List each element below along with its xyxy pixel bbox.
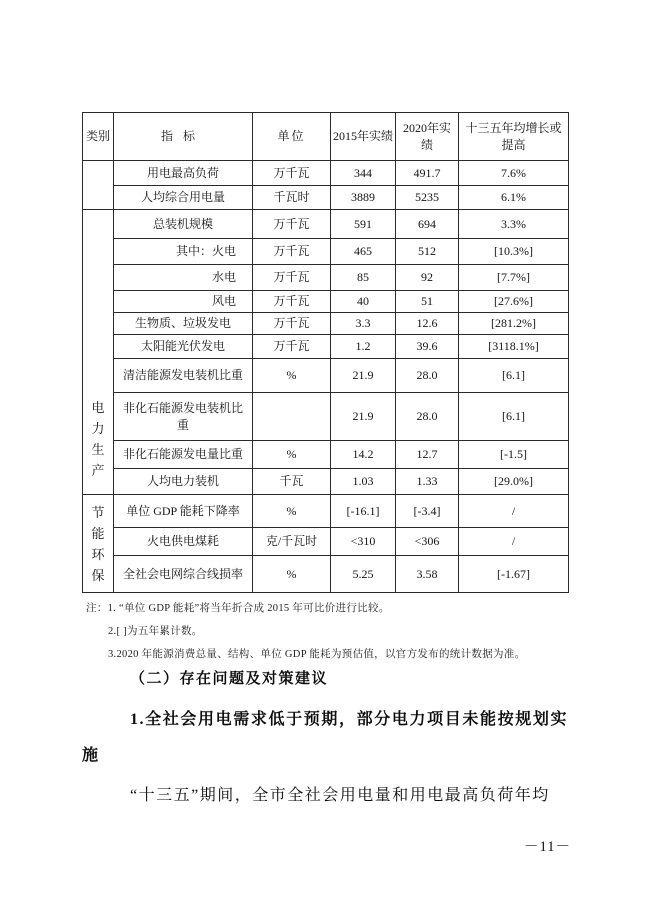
indicator-cell: 风电: [114, 291, 253, 313]
growth-cell: [3118.1%]: [459, 335, 569, 359]
indicator-cell: 总装机规模: [114, 210, 253, 239]
growth-cell: [-1.67]: [459, 556, 569, 593]
unit-cell: 万千瓦: [253, 291, 331, 313]
note-label: 注：: [86, 603, 108, 614]
table-row: [83, 265, 569, 291]
value-2020-cell: [-3.4]: [396, 495, 459, 528]
growth-cell: /: [459, 528, 569, 556]
unit-cell: 万千瓦: [253, 265, 331, 291]
table-row: [83, 239, 569, 265]
unit-cell: 千瓦时: [253, 186, 331, 210]
growth-cell: 3.3%: [459, 210, 569, 239]
col-header-unit: 单位: [253, 113, 331, 161]
value-2015-cell: 21.9: [331, 393, 396, 441]
unit-cell: 万千瓦: [253, 210, 331, 239]
unit-cell: 克/千瓦时: [253, 528, 331, 556]
section-heading: （二）存在问题及对策建议: [130, 671, 329, 687]
col-header-indicator: 指标: [114, 113, 253, 161]
indicator-cell: 非化石能源发电装机比重: [114, 393, 253, 441]
category-cell-power-production: [83, 210, 114, 495]
table-row: [83, 359, 569, 393]
unit-cell: [253, 393, 331, 441]
table-row: [83, 528, 569, 556]
value-2015-cell: <310: [331, 528, 396, 556]
growth-cell: [-1.5]: [459, 441, 569, 469]
value-2015-cell: 1.03: [331, 469, 396, 495]
note-text: 1. “单位 GDP 能耗”将当年折合成 2015 年可比价进行比较。: [107, 603, 390, 614]
table-row: [83, 441, 569, 469]
value-2020-cell: 28.0: [396, 359, 459, 393]
note-line: 3.2020 年能源消费总量、结构、单位 GDP 能耗为预估值，以官方发布的统计数据为准。: [108, 649, 526, 660]
note-line: [86, 597, 580, 620]
value-2015-cell: 465: [331, 239, 396, 265]
note-line: 2.[ ]为五年累计数。: [108, 626, 203, 637]
indicator-cell: 其中：火电: [114, 239, 253, 265]
unit-cell: %: [253, 359, 331, 393]
table-row: [83, 393, 569, 441]
indicator-cell: 太阳能光伏发电: [114, 335, 253, 359]
value-2015-cell: 21.9: [331, 359, 396, 393]
growth-cell: 7.6%: [459, 161, 569, 186]
indicators-table: [82, 112, 569, 593]
table-notes: [86, 597, 580, 666]
value-2015-cell: 591: [331, 210, 396, 239]
unit-cell: %: [253, 495, 331, 528]
value-2015-cell: 1.2: [331, 335, 396, 359]
value-2020-cell: 28.0: [396, 393, 459, 441]
indicator-cell: 清洁能源发电装机比重: [114, 359, 253, 393]
col-header-2015: 2015年实绩: [331, 113, 396, 161]
value-2020-cell: 1.33: [396, 469, 459, 495]
body-text: [82, 666, 568, 814]
col-header-2020: 2020年实绩: [396, 113, 459, 161]
value-2020-cell: 512: [396, 239, 459, 265]
table-row: [83, 161, 569, 186]
growth-cell: /: [459, 495, 569, 528]
indicator-cell: 全社会电网综合线损率: [114, 556, 253, 593]
growth-cell: [281.2%]: [459, 313, 569, 335]
growth-cell: [27.6%]: [459, 291, 569, 313]
table-header-row: [83, 113, 569, 161]
indicator-cell: 人均电力装机: [114, 469, 253, 495]
page-number: －11－: [524, 839, 571, 855]
category-cell-energy-saving: [83, 495, 114, 593]
table-row: [83, 335, 569, 359]
table-row: [83, 291, 569, 313]
unit-cell: 万千瓦: [253, 335, 331, 359]
category-cell-blank: [83, 161, 114, 210]
growth-cell: [6.1]: [459, 359, 569, 393]
value-2020-cell: 51: [396, 291, 459, 313]
growth-cell: [10.3%]: [459, 239, 569, 265]
table-row: [83, 495, 569, 528]
value-2015-cell: 85: [331, 265, 396, 291]
value-2020-cell: <306: [396, 528, 459, 556]
unit-cell: 万千瓦: [253, 161, 331, 186]
value-2015-cell: 3.3: [331, 313, 396, 335]
unit-cell: 万千瓦: [253, 313, 331, 335]
value-2020-cell: 12.6: [396, 313, 459, 335]
value-2020-cell: 3.58: [396, 556, 459, 593]
value-2020-cell: 694: [396, 210, 459, 239]
value-2015-cell: 344: [331, 161, 396, 186]
table-row: [83, 556, 569, 593]
growth-cell: [7.7%]: [459, 265, 569, 291]
value-2015-cell: 14.2: [331, 441, 396, 469]
growth-cell: [29.0%]: [459, 469, 569, 495]
indicator-cell: 用电最高负荷: [114, 161, 253, 186]
value-2020-cell: 12.7: [396, 441, 459, 469]
section-subheading: 1.全社会用电需求低于预期，部分电力项目未能按规划实施: [82, 711, 568, 764]
value-2015-cell: [-16.1]: [331, 495, 396, 528]
growth-cell: [6.1]: [459, 393, 569, 441]
category-label: 电力生产: [91, 400, 105, 478]
table-row: [83, 186, 569, 210]
value-2020-cell: 39.6: [396, 335, 459, 359]
value-2015-cell: 40: [331, 291, 396, 313]
unit-cell: %: [253, 441, 331, 469]
indicator-cell: 单位 GDP 能耗下降率: [114, 495, 253, 528]
indicator-cell: 水电: [114, 265, 253, 291]
table-row: [83, 469, 569, 495]
unit-cell: %: [253, 556, 331, 593]
value-2020-cell: 92: [396, 265, 459, 291]
col-header-category: 类别: [83, 113, 114, 161]
growth-cell: 6.1%: [459, 186, 569, 210]
col-header-growth: 十三五年均增长或提高: [459, 113, 569, 161]
unit-cell: 万千瓦: [253, 239, 331, 265]
value-2020-cell: 5235: [396, 186, 459, 210]
body-paragraph: “十三五”期间，全市全社会用电量和用电最高负荷年均: [130, 787, 550, 804]
value-2020-cell: 491.7: [396, 161, 459, 186]
indicator-cell: 人均综合用电量: [114, 186, 253, 210]
category-label: 节能环保: [91, 504, 105, 583]
table-row: [83, 210, 569, 239]
indicator-cell: 生物质、垃圾发电: [114, 313, 253, 335]
indicator-cell: 火电供电煤耗: [114, 528, 253, 556]
table-row: [83, 313, 569, 335]
value-2015-cell: 3889: [331, 186, 396, 210]
indicator-cell: 非化石能源发电量比重: [114, 441, 253, 469]
unit-cell: 千瓦: [253, 469, 331, 495]
value-2015-cell: 5.25: [331, 556, 396, 593]
